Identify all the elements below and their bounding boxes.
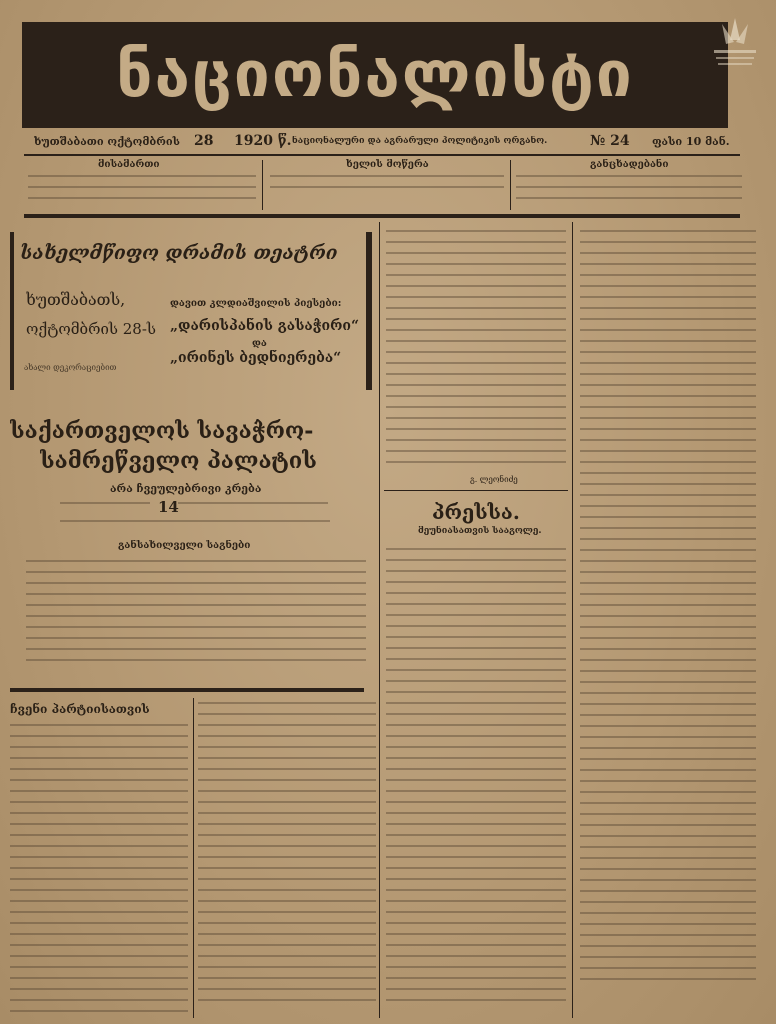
newspaper-title: ნაციონალისტი (116, 38, 634, 112)
masthead (22, 22, 728, 128)
party-article-continued (198, 702, 376, 1014)
chamber-agenda: განსახილველი საგნები (118, 540, 251, 551)
right-column-text (580, 230, 756, 1016)
price: ფასი 10 მან. (652, 135, 730, 148)
press-article-text (386, 548, 566, 1016)
column-divider-right (572, 222, 573, 1018)
dateline-year: 1920 წ. (234, 133, 292, 149)
dateline-date: 28 (194, 133, 214, 149)
theater-note: ახალი დეკორაციებით (24, 363, 117, 372)
ads-label: განცხადებანი (590, 159, 669, 170)
chamber-heading-1: საქართველოს სავაჭრო- (10, 418, 314, 444)
box-divider-1 (262, 160, 263, 210)
party-article-text (10, 724, 188, 1014)
box-divider-2 (510, 160, 511, 210)
article-signature: გ. ლეონიძე (470, 475, 518, 484)
theater-and: და (252, 338, 267, 349)
chamber-date-text (60, 502, 150, 514)
theater-author: დავით კლდიაშვილის პიესები: (170, 298, 342, 309)
ads-text (516, 175, 742, 211)
theater-day: ხუთშაბათს, (26, 290, 126, 309)
archive-logo-icon (700, 10, 770, 80)
chamber-date-rest (178, 502, 328, 514)
header-rule (24, 214, 740, 218)
chamber-heading-3: არა ჩვეულებრივი კრება (110, 482, 262, 495)
address-label: მისამართი (98, 159, 160, 170)
dateline-rule (24, 154, 740, 156)
party-heading: ჩვენი პარტიისათვის (10, 702, 150, 716)
press-subheading: მეუნიასათვის სააგოლე. (418, 526, 542, 536)
middle-article-text (386, 230, 566, 478)
chamber-location (60, 520, 330, 532)
press-rule (384, 490, 568, 491)
column-divider-left (193, 698, 194, 1018)
dateline-subtitle: ნაციონალური და აგრარული პოლიტიკის ორგანო. (292, 136, 548, 146)
chamber-agenda-list (26, 560, 366, 682)
dateline-day: ხუთშაბათი ოქტომბრის (34, 135, 180, 148)
theater-name: სახელმწიფო დრამის თეატრი (20, 242, 338, 264)
column-divider-middle (379, 222, 380, 1018)
subscription-label: ხელის მოწერა (346, 159, 429, 170)
press-heading: პრესსა. (432, 500, 520, 524)
subscription-text (270, 175, 504, 201)
chamber-date: 14 (158, 498, 179, 516)
address-text (28, 175, 256, 211)
theater-date: ოქტომბრის 28-ს (26, 320, 156, 338)
section-rule (10, 688, 364, 692)
issue-number: № 24 (590, 133, 630, 149)
theater-play-2: „ირინეს ბედნიერება“ (170, 350, 342, 366)
chamber-heading-2: სამრეწველო პალატის (40, 448, 317, 474)
theater-play-1: „დარისპანის გასაჭირი“ (170, 318, 360, 334)
